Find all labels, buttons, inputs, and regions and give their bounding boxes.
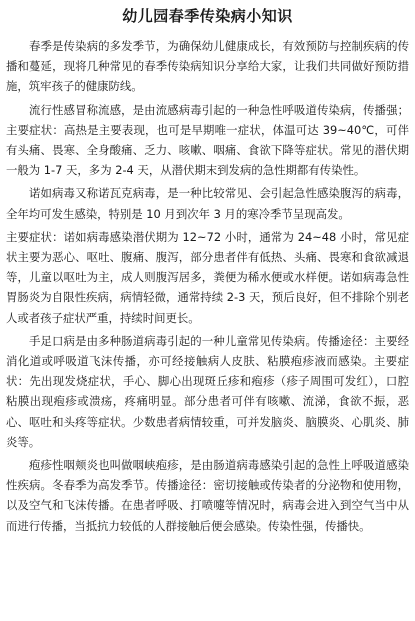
norovirus-symptoms-paragraph: 主要症状：诺如病毒感染潜伏期为 12~72 小时，通常为 24~48 小时，常见症状主要为恶心、呕吐、腹痛、腹泻，部分患者伴有低热、头痛、畏寒和食欲减退等，儿童以呕吐为主，成人则腹泻居多，粪便为稀水便或水样便。诺如病毒急性胃肠炎为自限性疾病，病情轻微，通常持续 2-3 天，预后良好，但不排除个别老人或者孩子症状严重，持续时间更长。 (6, 229, 409, 325)
influenza-paragraph: 流行性感冒称流感，是由流感病毒引起的一种急性呼吸道传染病，传播强；主要症状：高热是主要表现，也可是早期唯一症状，体温可达 39~40℃，可伴有头痛、畏寒、全身酸痛、乏力、咳嗽、咽痛、食欲下降等症状。常见的潜伏期一般为 1-7 天，多为 2-4 天，从潜伏期末到发病的急性期都有传染性。 (6, 102, 409, 178)
intro-paragraph: 春季是传染病的多发季节，为确保幼儿健康成长，有效预防与控制疾病的传播和蔓延，现将几种常见的春季传染病知识分享给大家，让我们共同做好预防措施，筑牢孩子的健康防线。 (6, 39, 409, 94)
hand-foot-mouth-paragraph: 手足口病是由多种肠道病毒引起的一种儿童常见传染病。传播途径：主要经消化道或呼吸道飞沫传播，亦可经接触病人皮肤、粘膜疱疹液而感染。主要症状：先出现发烧症状，手心、脚心出现斑丘疹和疱疹（疹子周围可发红），口腔粘膜出现疱疹或溃疡，疼痛明显。部分患者可伴有咳嗽、流涕，食欲不振，恶心、呕吐和头疼等症状。少数患者病情较重，可并发脑炎、脑膜炎、心肌炎、肺炎等。 (6, 333, 409, 449)
document-title: 幼儿园春季传染病小知识 (122, 7, 293, 25)
norovirus-paragraph: 诺如病毒又称诺瓦克病毒，是一种比较常见、会引起急性感染腹泻的病毒，全年均可发生感染，特别是 10 月到次年 3 月的寒冷季节呈现高发。 (6, 186, 409, 221)
herpangina-paragraph: 疱疹性咽颊炎也叫做咽峡疱疹，是由肠道病毒感染引起的急性上呼吸道感染性疾病。冬春季为高发季节。传播途径：密切接触或传染者的分泌物和使用物，以及空气和飞沫传播。在患者呼吸、打喷嚏等情况时，病毒会进入到空气当中从而进行传播，当抵抗力较低的人群接触后便会感染。传染性强，传播快。 (6, 458, 409, 533)
